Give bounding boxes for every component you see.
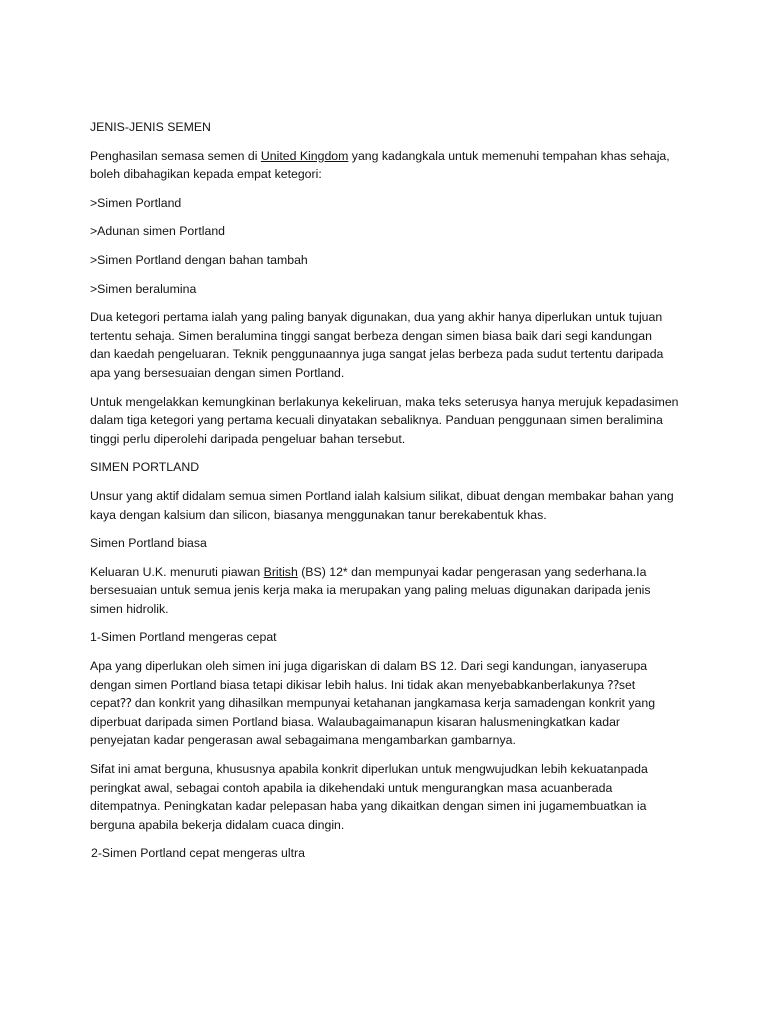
intro-text-before: Penghasilan semasa semen di: [90, 148, 261, 163]
section-heading: SIMEN PORTLAND: [90, 460, 200, 475]
british-link[interactable]: British: [263, 564, 298, 579]
body-paragraph: Sifat ini amat berguna, khususnya apabila konkrit diperlukan untuk mengwujudkan lebih kekuatanpada peringkat awal, sebagai contoh apabila ia dikehendaki untuk mengurangkan masa acuanberada ditempatnya. Peningkatan kadar pelepasan haba yang dikaitkan dengan simen ini jugamembuatkan ia berguna apabila bekerja didalam cuaca dingin.: [90, 762, 648, 832]
body-paragraph: Dua ketegori pertama ialah yang paling banyak digunakan, dua yang akhir hanya diperlukan untuk tujuan tertentu sehaja. Simen beralumina tinggi sangat berbeza dengan simen biasa baik dari segi kandungan dan kaedah pengeluaran. Teknik penggunaannya juga sangat jelas berbeza pada sudut tertentu daripada apa yang bersesuaian dengan simen Portland.: [90, 310, 664, 380]
document-page: [90, 118, 690, 873]
subsection-heading: Simen Portland biasa: [90, 536, 207, 551]
para-text-before: Keluaran U.K. menuruti piawan: [90, 564, 264, 579]
document-title: JENIS-JENIS SEMEN: [90, 120, 211, 134]
body-paragraph: Unsur yang aktif didalam semua simen Portland ialah kalsium silikat, dibuat dengan membakar bahan yang kaya dengan kalsium dan silicon, biasanya menggunakan tanur berekabentuk khas.: [90, 488, 674, 522]
list-item: >Adunan simen Portland: [90, 224, 226, 239]
subsection-heading: 1-Simen Portland mengeras cepat: [90, 630, 277, 645]
para-text-after: (BS) 12* dan mempunyai kadar pengerasan yang sederhana.Ia bersesuaian untuk semua jenis kerja maka ia merupakan yang paling meluas digunakan daripada jenis simen hidrolik.: [90, 564, 651, 616]
intro-paragraph: [90, 147, 675, 184]
body-paragraph: Untuk mengelakkan kemungkinan berlakunya kekeliruan, maka teks seterusya hanya merujuk kepadasimen dalam tiga ketegori yang pertama kecuali dinyatakan sebaliknya. Panduan penggunaan simen beralimina tinggi perlu diperolehi daripada pengeluar bahan tersebut.: [90, 394, 679, 446]
list-item: >Simen beralumina: [90, 281, 197, 296]
body-paragraph: [90, 563, 680, 619]
list-item: >Simen Portland: [90, 195, 182, 210]
united-kingdom-link[interactable]: United Kingdom: [260, 148, 349, 163]
subsection-heading: 2-Simen Portland cepat mengeras ultra: [91, 846, 305, 861]
body-paragraph: Apa yang diperlukan oleh simen ini juga digariskan di dalam BS 12. Dari segi kandungan, ianyaserupa dengan simen Portland biasa tetapi dikisar lebih halus. Ini tidak akan menyebabkanberlakunya ⁇set cepat⁇ dan konkrit yang dihasilkan mempunyai ketahanan jangkamasa kerja samadengan konkrit yang diperbuat daripada simen Portland biasa. Walaubagaimanapun kisaran halusmeningkatkan kadar penyejatan kadar pengerasan awal sebagaimana mengambarkan gambarnya.: [90, 659, 656, 748]
list-item: >Simen Portland dengan bahan tambah: [90, 252, 308, 267]
intro-text-after: yang kadangkala untuk memenuhi tempahan khas sehaja, boleh dibahagikan kepada empat ketegori:: [90, 148, 670, 182]
